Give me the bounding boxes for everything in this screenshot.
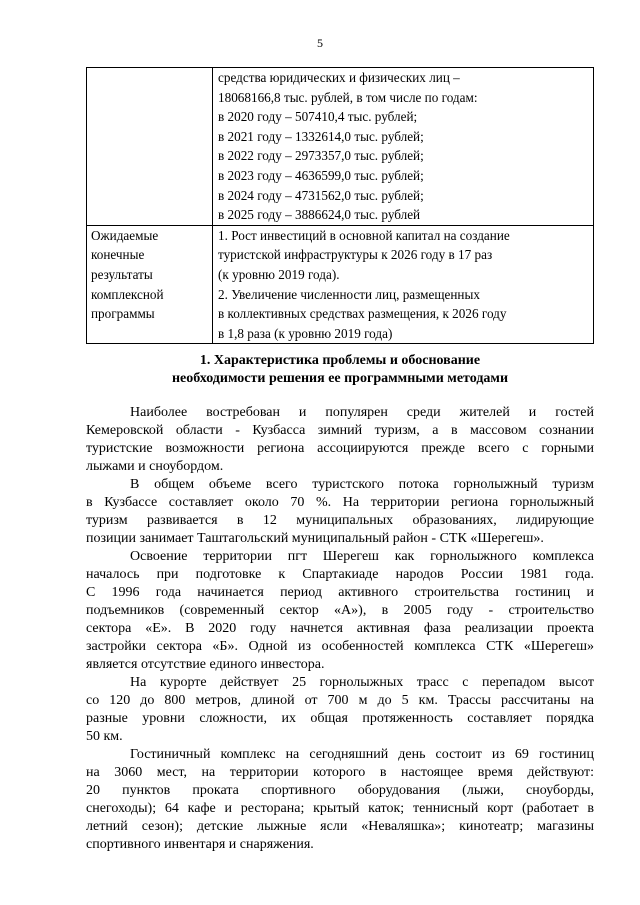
table-line: в 2022 году – 2973357,0 тыс. рублей; — [218, 148, 424, 164]
text-line: Гостиничный комплекс на сегодняшний день состоит из 69 гостиниц — [130, 747, 594, 762]
section-title-line: 1. Характеристика проблемы и обоснование — [199, 353, 481, 368]
text-line: в Кузбассе составляет около 70 %. На территории региона горнолыжный — [86, 495, 594, 510]
body-text — [86, 404, 594, 854]
text-line: Наиболее востребован и популярен среди жителей и гостей — [130, 405, 594, 420]
text-line: началось при подготовке к Спартакиаде народов России 1981 года. — [86, 567, 594, 582]
table-cell-left-expected-results — [87, 225, 213, 344]
text-line: разные уровни сложности, их общая протяженность составляет порядка — [86, 711, 594, 726]
paragraph-sheregesh-history — [86, 548, 594, 674]
table-cell-right-expected-results — [213, 225, 594, 344]
text-line: В общем объеме всего туристского потока горнолыжный туризм — [130, 477, 594, 492]
table-line: в 2025 году – 3886624,0 тыс. рублей — [218, 207, 421, 223]
text-line: спортивного инвентаря и снаряжения. — [86, 837, 314, 852]
table-line: (к уровню 2019 года). — [218, 266, 340, 282]
table-line: в 2021 году – 1332614,0 тыс. рублей; — [218, 128, 424, 144]
section-title — [86, 352, 594, 388]
table-line: в 1,8 раза (к уровню 2019 года) — [218, 325, 393, 341]
table-row-expected-results — [87, 225, 594, 344]
text-line: со 120 до 800 метров, длиной от 700 м до 5 км. Трассы рассчитаны на — [86, 693, 594, 708]
section-title-line: необходимости решения ее программными методами — [171, 371, 509, 386]
text-line: туристские возможности региона ассоциируются прежде всего с горными — [86, 441, 594, 456]
table-line: в 2020 году – 507410,4 тыс. рублей; — [218, 109, 418, 125]
table-line: средства юридических и физических лиц – — [218, 70, 460, 85]
text-line: подъемников (современный сектор «А»), в 2005 году - строительство — [86, 603, 594, 618]
text-line: лыжами и сноубордом. — [86, 459, 224, 474]
text-line: туризм развивается в 12 муниципальных образованиях, лидирующие — [86, 513, 594, 528]
text-line: сектора «Е». В 2020 году начнется активная фаза реализации проекта — [86, 621, 594, 636]
table-label-line: комплексной — [91, 286, 164, 302]
table-label-line: конечные — [91, 247, 145, 263]
text-line: застройки сектора «Б». Одной из особенностей комплекса СТК «Шерегеш» — [86, 639, 594, 654]
page-number: 5 — [317, 36, 323, 50]
paragraph-ski-slopes — [86, 674, 594, 746]
text-line: позиции занимает Таштагольский муниципальный район - СТК «Шерегеш». — [86, 531, 544, 546]
table-row-funding — [87, 68, 594, 226]
text-line: 50 км. — [86, 729, 123, 744]
text-line: С 1996 года начинается период активного строительства гостиниц и — [86, 585, 594, 600]
table-label-line: Ожидаемые — [91, 227, 159, 243]
table-label-line: результаты — [91, 266, 153, 282]
table-line: в 2024 году – 4731562,0 тыс. рублей; — [218, 187, 424, 203]
table-line: 1. Рост инвестиций в основной капитал на создание — [218, 227, 510, 243]
text-line: на 3060 мест, на территории которого в настоящее время действуют: — [86, 765, 594, 780]
table-cell-right-funding — [213, 68, 594, 226]
paragraph-winter-tourism — [86, 404, 594, 476]
text-line: Освоение территории пгт Шерегеш как горнолыжного комплекса — [130, 549, 594, 564]
text-line: Кемеровской области - Кузбасса зимний туризм, а в массовом сознании — [86, 423, 594, 438]
table-line: 18068166,8 тыс. рублей, в том числе по годам: — [218, 89, 478, 105]
text-line: На курорте действует 25 горнолыжных трасс с перепадом высот — [130, 675, 594, 690]
paragraph-ski-tourism-share — [86, 476, 594, 548]
text-line: 20 пунктов проката спортивного оборудования (лыжи, сноуборды, — [86, 783, 594, 798]
table-line: туристской инфраструктуры к 2026 году в 17 раз — [218, 247, 493, 263]
table-label-line: программы — [91, 306, 155, 322]
table-line: 2. Увеличение численности лиц, размещенных — [218, 286, 480, 302]
text-line: летний сезон); детские лыжные ясли «Неваляшка»; кинотеатр; магазины — [86, 819, 594, 834]
table-line: в коллективных средствах размещения, к 2026 году — [218, 306, 507, 322]
program-passport-table — [86, 67, 594, 344]
table-cell-left-funding — [87, 68, 213, 226]
paragraph-hotel-complex — [86, 746, 594, 854]
table-line: в 2023 году – 4636599,0 тыс. рублей; — [218, 167, 424, 183]
text-line: является отсутствие единого инвестора. — [86, 657, 325, 672]
text-line: снегоходы); 64 кафе и ресторана; крытый каток; теннисный корт (работает в — [86, 801, 594, 816]
